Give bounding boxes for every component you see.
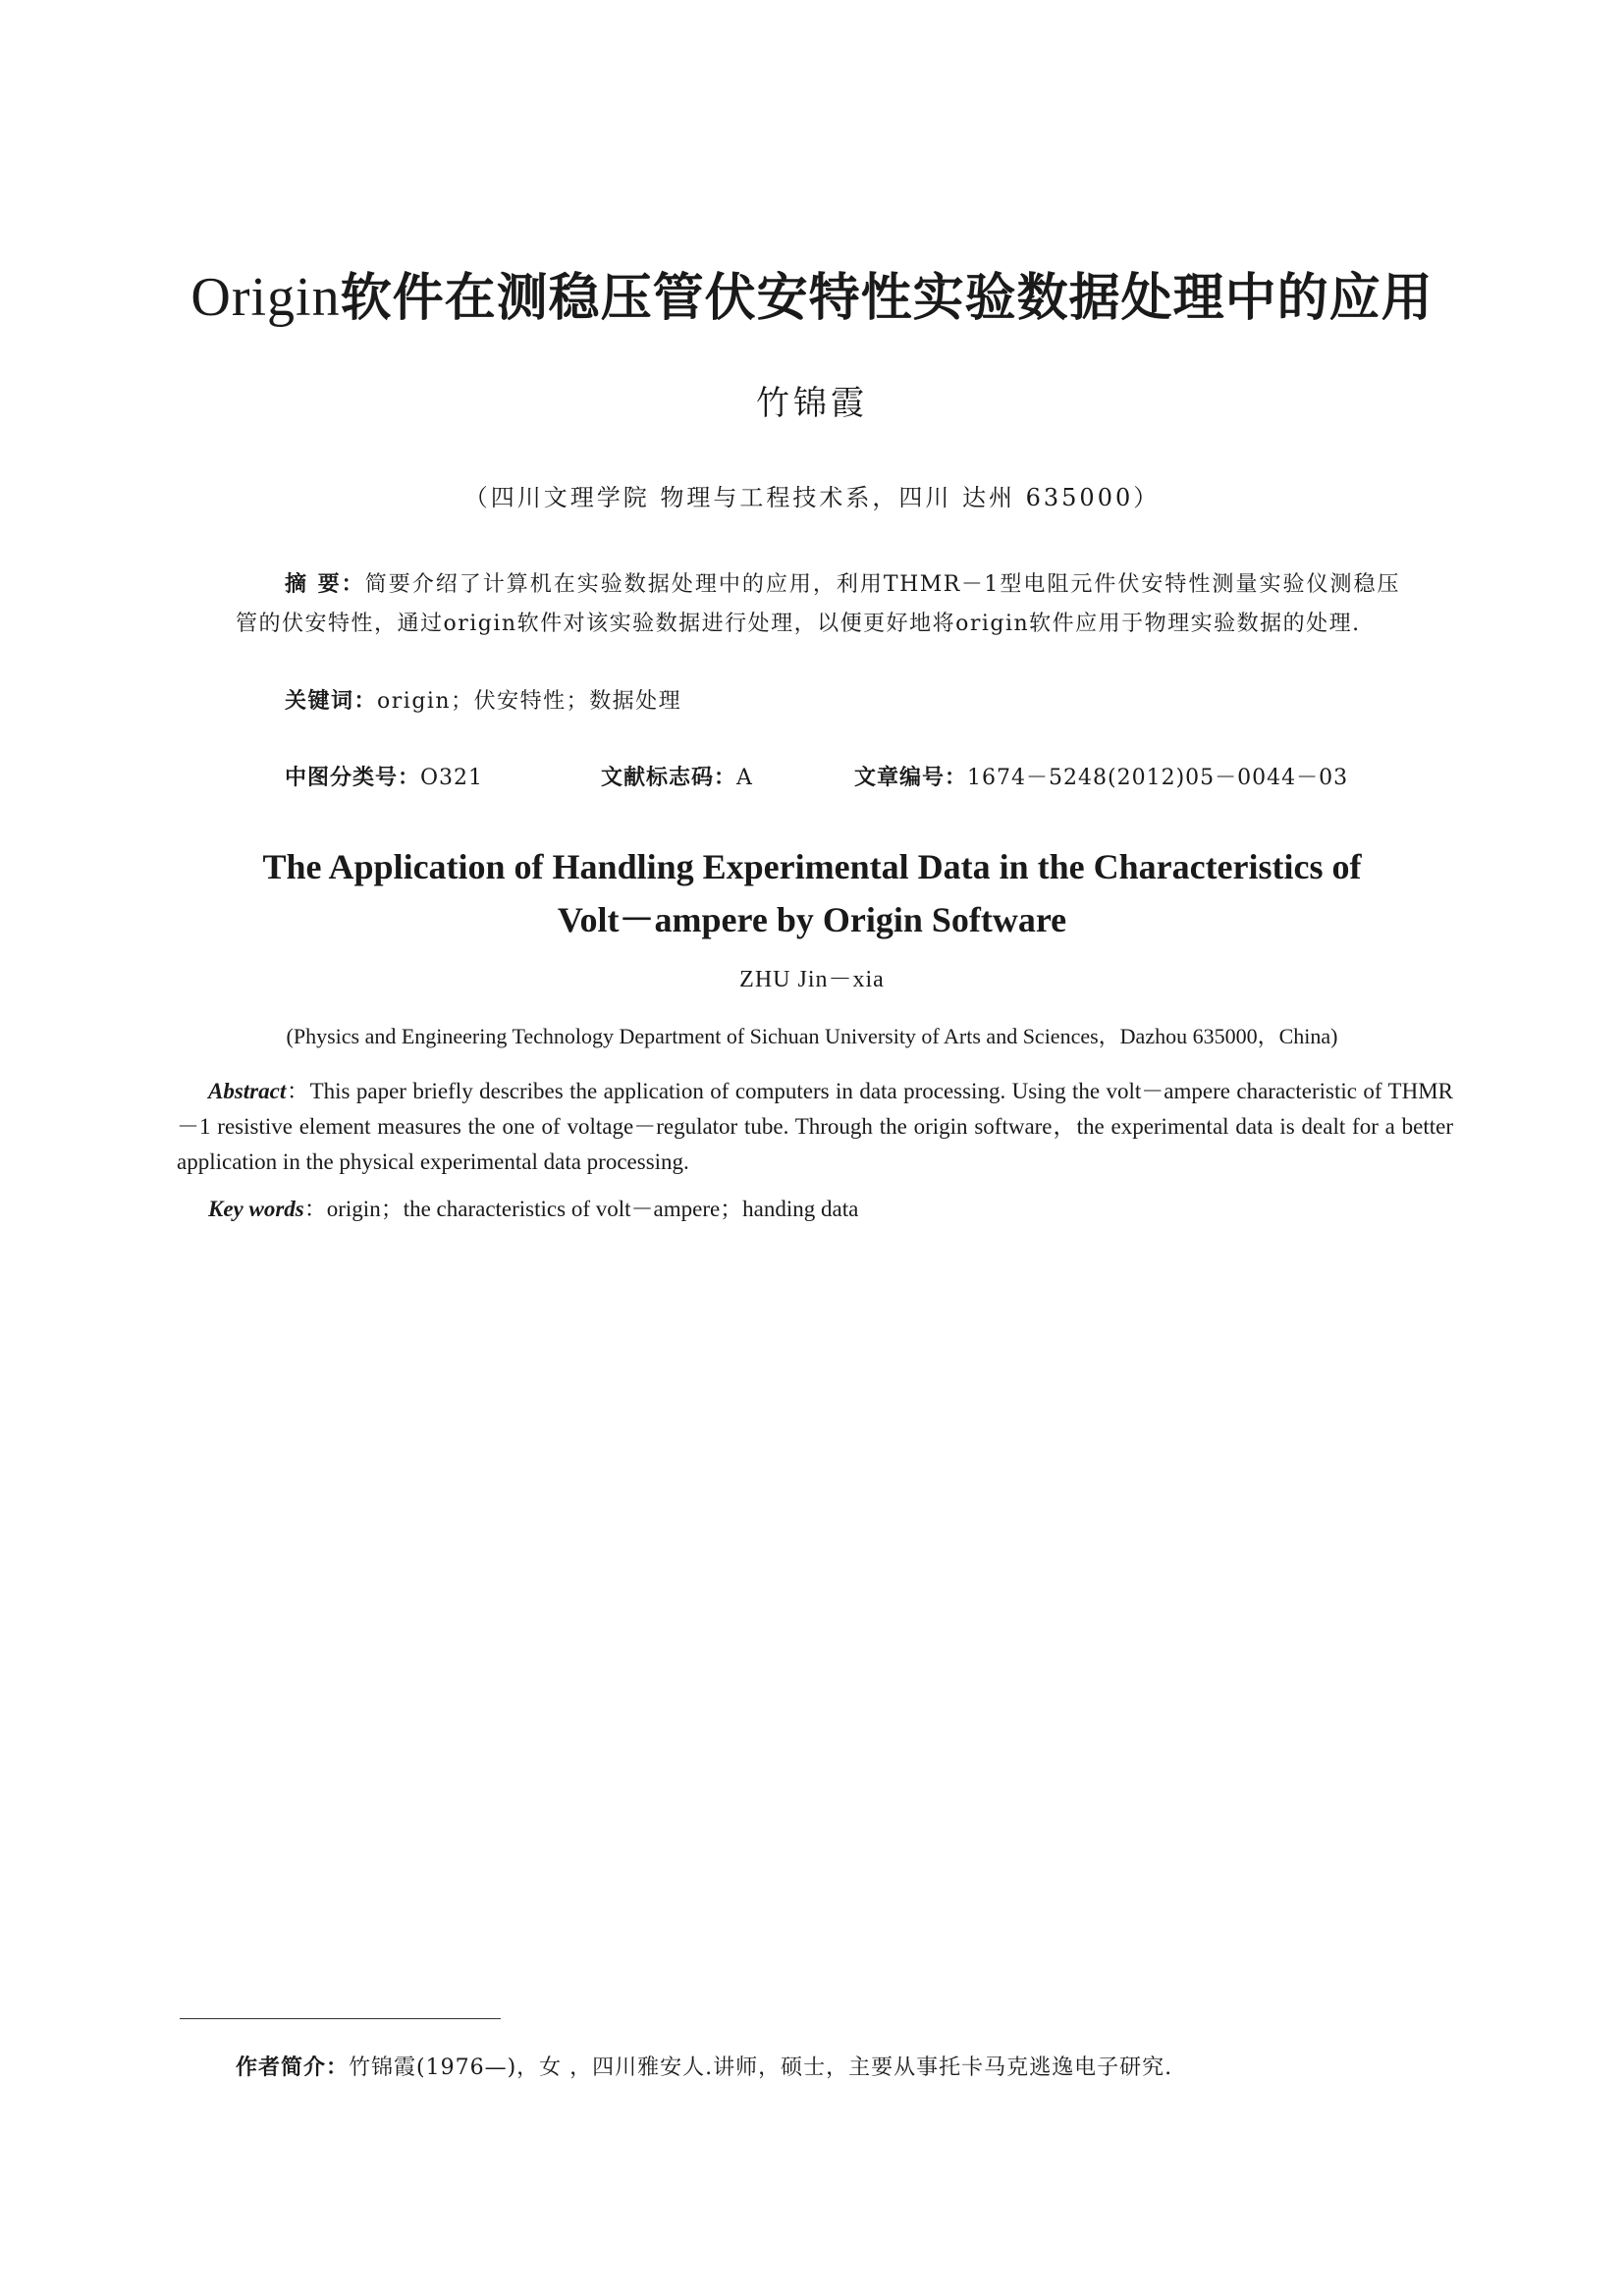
clc-label: 中图分类号：: [285, 766, 421, 790]
affiliation-cn: （四川文理学院 物理与工程技术系，四川 达州 635000）: [463, 484, 1161, 511]
affiliation-en: (Physics and Engineering Technology Department of Sichuan University of Arts and Sciences，Dazhou 635000，China): [286, 1024, 1338, 1048]
abstract-cn: [236, 565, 1400, 644]
abstract-en: [177, 1074, 1453, 1180]
paper-title-en-line1: The Application of Handling Experimental Data in the Characteristics of: [262, 847, 1362, 886]
abstract-en-sep: ：: [286, 1079, 310, 1103]
keywords-en-label: Key words: [208, 1197, 304, 1221]
paper-title-latin: Origin: [190, 267, 341, 328]
author-name-cn: 竹锦霞: [756, 384, 868, 423]
abstract-en-text: This paper briefly describes the application of computers in data processing. Using the volt－ampere characteristic of THMR－1 resistive element measures the one of voltage－regulator tube. Through the origin software，the experimental data is dealt for a better application in the physical experimental data processing.: [177, 1079, 1453, 1174]
keywords-cn-label: 关键词：: [285, 689, 378, 714]
abstract-cn-text: 简要介绍了计算机在实验数据处理中的应用，利用THMR－1型电阻元件伏安特性测量实验仪测稳压管的伏安特性，通过origin软件对该实验数据进行处理，以便更好地将origin软件应用于物理实验数据的处理.: [236, 572, 1400, 636]
keywords-cn-text: origin；伏安特性；数据处理: [377, 689, 682, 714]
doc-code-value: A: [736, 766, 753, 790]
keywords-en-text: origin；the characteristics of volt－ampere；handing data: [326, 1197, 859, 1221]
article-no-value: 1674－5248(2012)05－0044－03: [967, 766, 1349, 790]
abstract-en-label: Abstract: [208, 1079, 287, 1103]
keywords-en: [208, 1192, 1386, 1227]
footnote-divider: [180, 2018, 501, 2019]
keywords-en-sep: ：: [303, 1197, 327, 1221]
abstract-cn-label: 摘 要：: [285, 572, 365, 597]
article-no-label: 文章编号：: [854, 766, 968, 790]
clc-value: O321: [420, 766, 484, 790]
document-code: [601, 762, 753, 795]
keywords-cn: [285, 685, 1365, 719]
paper-title-cn: [0, 263, 1624, 333]
paper-title-en-line2: Volt－ampere by Origin Software: [557, 900, 1067, 939]
author-bio-footnote: [236, 2052, 1414, 2085]
author-name-en: ZHU Jin－xia: [739, 967, 885, 992]
footnote-label: 作者简介：: [236, 2056, 350, 2080]
paper-title-en: [0, 840, 1624, 946]
footnote-text: 竹锦霞(1976—)，女 ，四川雅安人.讲师，硕士，主要从事托卡马克逃逸电子研究.: [349, 2056, 1173, 2080]
clc-number: [285, 762, 483, 795]
paper-title-han: 软件在测稳压管伏安特性实验数据处理中的应用: [340, 269, 1434, 328]
article-number: [854, 762, 1348, 795]
doc-code-label: 文献标志码：: [601, 766, 737, 790]
